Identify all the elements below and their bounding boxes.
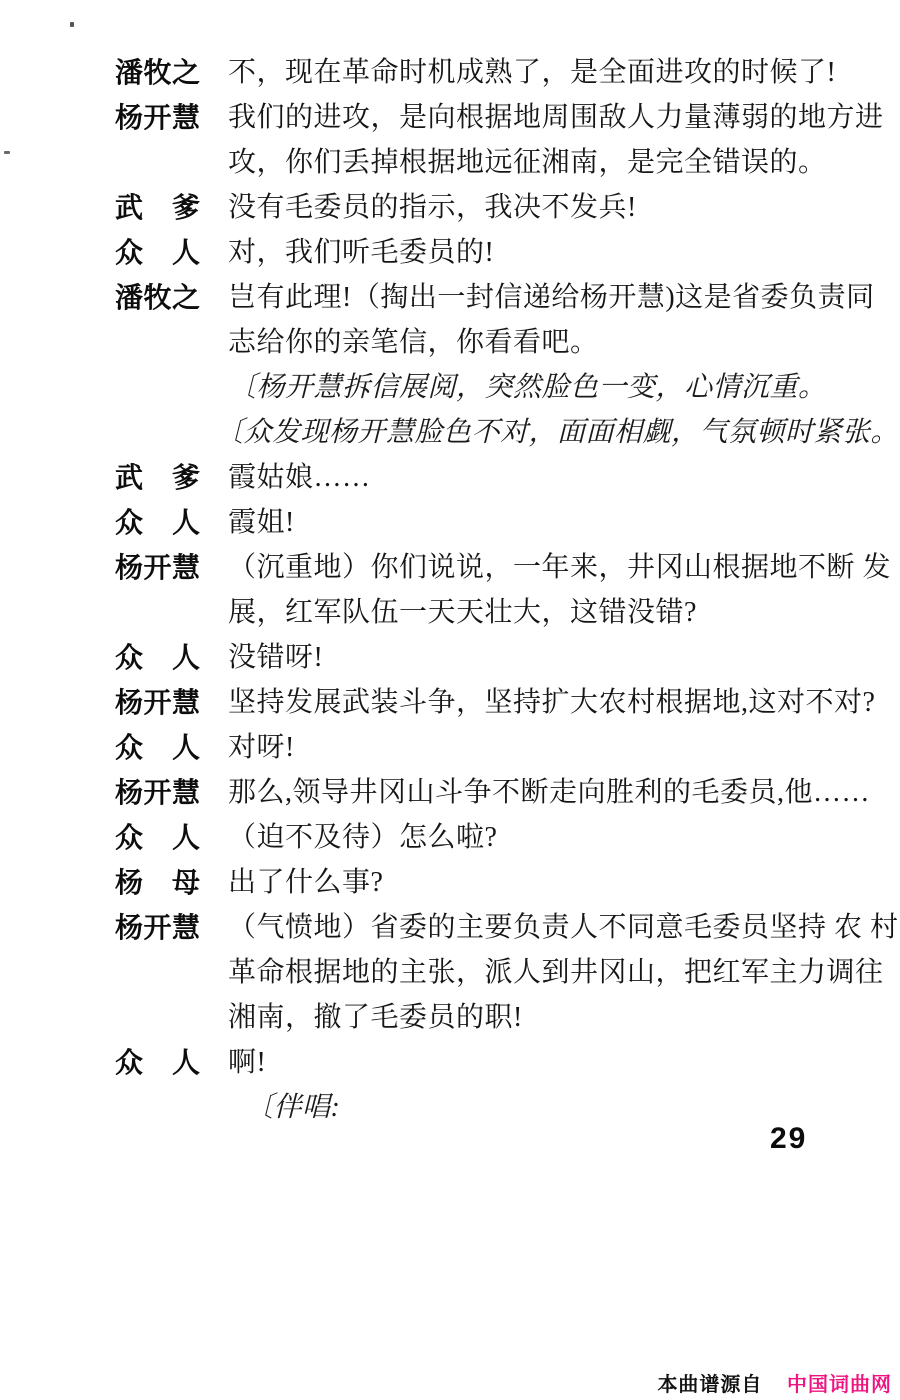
dialogue-text: 那么,领导井冈山斗争不断走向胜利的毛委员,他…… <box>228 777 871 808</box>
speaker-name: 杨开慧 <box>115 777 201 808</box>
dialogue-text: （沉重地）你们说说，一年来，井冈山根据地不断 发 <box>228 552 892 583</box>
script-line <box>115 1040 875 1085</box>
speaker-name: 杨开慧 <box>115 552 201 583</box>
script-line <box>115 50 875 95</box>
script-line <box>115 725 875 770</box>
scan-speck <box>4 151 10 154</box>
speaker-name: 众 人 <box>115 1047 201 1078</box>
scan-speck <box>70 22 74 27</box>
script-line <box>115 1085 875 1130</box>
dialogue-text: 坚持发展武装斗争，坚持扩大农村根据地,这对不对? <box>228 687 876 718</box>
dialogue-text: 对呀! <box>228 732 295 763</box>
script-line <box>115 365 875 410</box>
script-line <box>115 455 875 500</box>
dialogue-text: （气愤地）省委的主要负责人不同意毛委员坚持 农 村 <box>228 912 899 943</box>
speaker-name: 杨 母 <box>115 867 201 898</box>
watermark-site-name: 中国词曲网 <box>787 1374 892 1396</box>
dialogue-text: 岂有此理!（掏出一封信递给杨开慧)这是省委负责同 <box>228 282 875 313</box>
script-line <box>115 320 875 365</box>
watermark-footer <box>657 1368 892 1397</box>
stage-direction: 〔杨开慧拆信展阅，突然脸色一变，心情沉重。 <box>228 372 827 403</box>
script-line <box>115 410 900 455</box>
speaker-name <box>115 950 201 995</box>
speaker-name: 众 人 <box>115 507 201 538</box>
script-line <box>115 995 875 1040</box>
dialogue-text: 湘南，撤了毛委员的职! <box>228 1002 523 1033</box>
speaker-name: 武 爹 <box>115 192 201 223</box>
dialogue-text: 出了什么事? <box>228 867 384 898</box>
speaker-name: 众 人 <box>115 642 201 673</box>
script-line <box>115 275 875 320</box>
dialogue-text: 我们的进攻，是向根据地周围敌人力量薄弱的地方进 <box>228 102 884 133</box>
script-line <box>115 545 892 590</box>
speaker-name <box>115 320 201 365</box>
script-line <box>115 635 875 680</box>
dialogue-text: 没有毛委员的指示，我决不发兵! <box>228 192 637 223</box>
speaker-name <box>115 365 201 410</box>
dialogue-text: 对，我们听毛委员的! <box>228 237 495 268</box>
stage-direction: 〔伴唱: <box>245 1092 341 1123</box>
speaker-name: 众 人 <box>115 237 201 268</box>
stage-direction: 〔众发现杨开慧脸色不对，面面相觑，气氛顿时紧张。 <box>215 417 900 448</box>
dialogue-text: 革命根据地的主张，派人到井冈山，把红军主力调往 <box>228 957 884 988</box>
script-line <box>115 95 884 140</box>
dialogue-text: （迫不及待）怎么啦? <box>228 822 498 853</box>
speaker-name: 众 人 <box>115 732 201 763</box>
speaker-name <box>115 140 201 185</box>
dialogue-text: 没错呀! <box>228 642 324 673</box>
script-line <box>115 770 875 815</box>
script-line <box>115 680 875 725</box>
dialogue-text: 霞姑娘…… <box>228 462 371 493</box>
speaker-name: 杨开慧 <box>115 102 201 133</box>
script-line <box>115 230 875 275</box>
script-line <box>115 500 875 545</box>
dialogue-text: 志给你的亲笔信，你看看吧。 <box>228 327 599 358</box>
script-line <box>115 860 875 905</box>
speaker-name <box>115 1085 201 1130</box>
script-line <box>115 185 875 230</box>
watermark-source-label: 本曲谱源自 <box>657 1374 763 1396</box>
speaker-name: 武 爹 <box>115 462 201 493</box>
speaker-name: 潘牧之 <box>115 57 201 88</box>
speaker-name: 潘牧之 <box>115 282 201 313</box>
dialogue-text: 展，红军队伍一天天壮大，这错没错? <box>228 597 697 628</box>
script-line <box>115 950 884 995</box>
speaker-name: 众 人 <box>115 822 201 853</box>
speaker-name: 杨开慧 <box>115 912 201 943</box>
page-number: 29 <box>770 1122 808 1155</box>
script-text-block <box>115 50 900 1130</box>
script-line <box>115 815 875 860</box>
speaker-name <box>115 590 201 635</box>
dialogue-text: 霞姐! <box>228 507 295 538</box>
dialogue-text: 不，现在革命时机成熟了，是全面进攻的时候了! <box>228 57 837 88</box>
dialogue-text: 啊! <box>228 1047 267 1078</box>
speaker-name <box>115 410 201 455</box>
dialogue-text: 攻，你们丢掉根据地远征湘南，是完全错误的。 <box>228 147 827 178</box>
speaker-name <box>115 995 201 1040</box>
script-line <box>115 590 875 635</box>
script-line <box>115 905 899 950</box>
script-line <box>115 140 875 185</box>
speaker-name: 杨开慧 <box>115 687 201 718</box>
